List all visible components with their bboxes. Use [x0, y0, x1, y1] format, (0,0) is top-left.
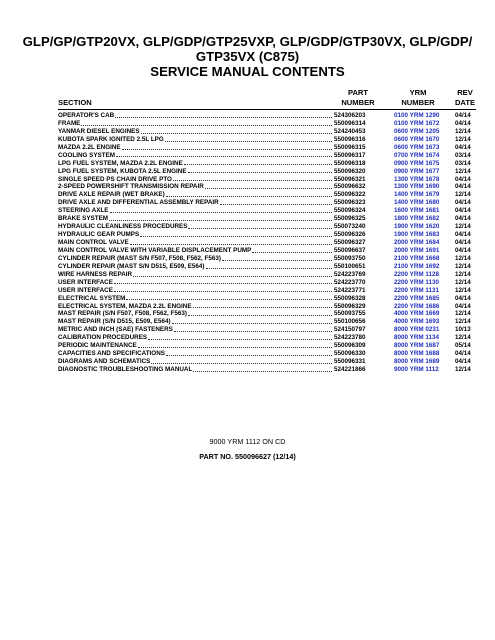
dot-leader	[188, 315, 332, 316]
revision-date: 12/14	[455, 366, 471, 373]
header-part-line2: NUMBER	[341, 98, 375, 107]
dot-leader	[173, 180, 332, 181]
header-rev-line2: DATE	[454, 98, 476, 107]
section-title: OPERATOR'S CAB	[58, 112, 115, 119]
revision-date: 04/14	[455, 294, 471, 302]
contents-row	[58, 191, 476, 199]
part-number: 524306203	[334, 112, 366, 119]
section-title: LPG FUEL SYSTEM, KUBOTA 2.5L ENGINE	[58, 167, 187, 175]
contents-row	[58, 168, 476, 176]
contents-row	[58, 183, 476, 191]
dot-leader	[130, 244, 332, 245]
contents-row	[58, 295, 476, 303]
document-title-line-2: GTP35VX (C875)	[195, 49, 300, 64]
contents-row	[58, 215, 476, 223]
section-title: MAZDA 2.2L ENGINE	[58, 143, 121, 151]
revision-date: 04/14	[455, 231, 471, 239]
revision-date: 12/14	[455, 334, 471, 342]
contents-row	[58, 303, 476, 311]
revision-date: 04/14	[455, 358, 471, 366]
section-title: USER INTERFACE	[58, 286, 113, 294]
contents-row	[58, 350, 476, 358]
yrm-number-link[interactable]: 0700 YRM 1674	[394, 151, 440, 159]
section-title: ELECTRICAL SYSTEM, MAZDA 2.2L ENGINE	[58, 302, 192, 310]
section-title: ELECTRICAL SYSTEM	[58, 294, 126, 302]
contents-row	[58, 263, 476, 271]
part-number: 524240453	[334, 127, 366, 135]
revision-date: 12/14	[455, 127, 471, 135]
yrm-number-link[interactable]: 1400 YRM 1679	[394, 191, 440, 199]
dot-leader	[193, 307, 332, 308]
contents-row	[58, 326, 476, 334]
revision-date: 12/14	[455, 223, 471, 231]
header-yrm-line2: NUMBER	[401, 98, 435, 107]
part-number: 550096324	[334, 207, 366, 215]
yrm-number-link[interactable]: 2100 YRM 1692	[394, 262, 440, 270]
revision-date: 12/14	[455, 310, 471, 318]
contents-row	[58, 144, 476, 152]
yrm-number-link[interactable]: 0100 YRM 1290	[394, 112, 440, 119]
part-number: 550096330	[334, 350, 366, 358]
revision-date: 04/14	[455, 215, 471, 223]
yrm-number-link[interactable]: 8000 YRM 0231	[394, 326, 440, 334]
revision-date: 04/14	[455, 175, 471, 183]
revision-date: 12/14	[455, 191, 471, 199]
revision-date: 05/14	[455, 342, 471, 350]
dot-leader	[220, 204, 332, 205]
contents-row	[58, 136, 476, 144]
yrm-number-link[interactable]: 1800 YRM 1682	[394, 215, 440, 223]
dot-leader	[110, 212, 332, 213]
contents-row	[58, 128, 476, 136]
revision-date: 12/14	[455, 135, 471, 143]
section-title: 2-SPEED POWERSHIFT TRANSMISSION REPAIR	[58, 183, 204, 191]
part-number: 524150797	[334, 326, 366, 334]
contents-row	[58, 207, 476, 215]
contents-row	[58, 112, 476, 120]
section-title: USER INTERFACE	[58, 278, 113, 286]
part-number: 550096329	[334, 302, 366, 310]
part-number: 550096320	[334, 167, 366, 175]
dot-leader	[141, 133, 332, 134]
yrm-number-link[interactable]: 1300 YRM 1678	[394, 175, 440, 183]
part-number: 550096632	[334, 183, 366, 191]
dot-leader	[81, 125, 332, 126]
yrm-number-link[interactable]: 8000 YRM 1688	[394, 350, 440, 358]
dot-leader	[252, 252, 332, 253]
part-number: 550096325	[334, 215, 366, 223]
yrm-number-link[interactable]: 2200 YRM 1686	[394, 302, 440, 310]
dot-leader	[193, 371, 332, 372]
yrm-number-link[interactable]: 1600 YRM 1681	[394, 207, 440, 215]
dot-leader	[166, 196, 332, 197]
section-title: SINGLE SPEED PS CHAIN DRIVE PTO	[58, 175, 172, 183]
section-title: BRAKE SYSTEM	[58, 215, 109, 223]
contents-row	[58, 239, 476, 247]
header-section: SECTION	[58, 98, 92, 107]
contents-row	[58, 318, 476, 326]
contents-row	[58, 358, 476, 366]
contents-row	[58, 160, 476, 168]
revision-date: 12/14	[455, 262, 471, 270]
header-rev-line1: REV	[457, 88, 473, 97]
section-title: DIAGRAMS AND SCHEMATICS	[58, 358, 151, 366]
dot-leader	[116, 156, 332, 157]
part-number: 550096317	[334, 151, 366, 159]
section-title: MAIN CONTROL VALVE	[58, 239, 129, 246]
yrm-number-link[interactable]: 2000 YRM 1691	[394, 246, 440, 254]
yrm-number-link[interactable]: 0600 YRM 1673	[394, 143, 440, 151]
contents-row	[58, 223, 476, 231]
yrm-number-link[interactable]: 1300 YRM 1690	[394, 183, 440, 191]
yrm-number-link[interactable]: 0600 YRM 1205	[394, 127, 440, 135]
revision-date: 03/14	[455, 151, 471, 159]
dot-leader	[174, 331, 332, 332]
contents-row	[58, 342, 476, 350]
revision-date: 04/14	[455, 239, 471, 246]
contents-row	[58, 120, 476, 128]
part-number: 524223770	[334, 278, 366, 286]
revision-date: 04/14	[455, 119, 471, 127]
revision-date: 04/14	[455, 350, 471, 358]
footer-cd-reference: 9000 YRM 1112 ON CD	[209, 437, 286, 446]
contents-row	[58, 231, 476, 239]
part-number: 550073240	[334, 223, 366, 231]
revision-date: 12/14	[455, 278, 471, 286]
yrm-number-link[interactable]: 1900 YRM 1620	[394, 223, 440, 231]
revision-date: 12/14	[455, 254, 471, 262]
yrm-number-link[interactable]: 2200 YRM 1130	[394, 278, 440, 286]
header-part-line1: PART	[347, 88, 369, 97]
revision-date: 03/14	[455, 159, 471, 167]
yrm-number-link[interactable]: 1400 YRM 1680	[394, 199, 440, 207]
yrm-number-link[interactable]: 8000 YRM 1134	[394, 334, 440, 342]
contents-row	[58, 279, 476, 287]
yrm-number-link[interactable]: 8000 YRM 1687	[394, 342, 440, 350]
contents-row	[58, 334, 476, 342]
section-title: METRIC AND INCH (SAE) FASTENERS	[58, 326, 173, 334]
dot-leader	[188, 172, 332, 173]
section-title: HYDRAULIC CLEANLINESS PROCEDURES	[58, 223, 188, 231]
part-number: 550096322	[334, 191, 366, 199]
revision-date: 12/14	[455, 318, 471, 326]
document-title-line-1: GLP/GP/GTP20VX, GLP/GDP/GTP25VXP, GLP/GDP/GTP30VX, GLP/GDP/	[22, 34, 473, 49]
dot-leader	[126, 299, 332, 300]
section-title: CYLINDER REPAIR (MAST S/N D515, E509, E564)	[58, 262, 205, 270]
section-title: CALIBRATION PROCEDURES	[58, 334, 148, 342]
section-title: PERIODIC MAINTENANCE	[58, 342, 137, 350]
part-number: 550100656	[334, 318, 366, 326]
part-number: 550096331	[334, 358, 366, 366]
section-title: DRIVE AXLE AND DIFFERENTIAL ASSEMBLY REPAIR	[58, 199, 219, 207]
dot-leader	[122, 149, 332, 150]
contents-row	[58, 176, 476, 184]
dot-leader	[148, 339, 332, 340]
contents-row	[58, 271, 476, 279]
part-number: 550093755	[334, 310, 366, 318]
dot-leader	[165, 141, 332, 142]
dot-leader	[172, 323, 332, 324]
part-number: 550096315	[334, 143, 366, 151]
dot-leader	[115, 117, 332, 118]
section-title: YANMAR DIESEL ENGINES	[58, 127, 140, 135]
dot-leader	[138, 347, 332, 348]
part-number: 550096327	[334, 239, 366, 246]
contents-row	[58, 287, 476, 295]
yrm-number-link[interactable]: 8000 YRM 1689	[394, 358, 440, 366]
revision-date: 12/14	[455, 167, 471, 175]
part-number: 550096321	[334, 175, 366, 183]
dot-leader	[133, 276, 332, 277]
part-number: 550096637	[334, 246, 366, 254]
revision-date: 04/14	[455, 143, 471, 151]
yrm-number-link[interactable]: 2200 YRM 1685	[394, 294, 440, 302]
revision-date: 12/14	[455, 286, 471, 294]
contents-row	[58, 310, 476, 318]
dot-leader	[109, 220, 332, 221]
revision-date: 04/14	[455, 183, 471, 191]
part-number: 550096328	[334, 294, 366, 302]
part-number: 524223780	[334, 334, 366, 342]
yrm-number-link[interactable]: 2000 YRM 1684	[394, 239, 440, 246]
revision-date: 04/14	[455, 207, 471, 215]
yrm-number-link[interactable]: 4000 YRM 1669	[394, 310, 440, 318]
section-title: WIRE HARNESS REPAIR	[58, 270, 133, 278]
header-yrm-line1: YRM	[409, 88, 427, 97]
yrm-number-link[interactable]: 4000 YRM 1693	[394, 318, 440, 326]
section-title: STEERING AXLE	[58, 207, 109, 215]
yrm-number-link[interactable]: 0900 YRM 1677	[394, 167, 440, 175]
part-number: 524223771	[334, 286, 366, 294]
part-number: 550093750	[334, 254, 366, 262]
part-number: 524221866	[334, 366, 366, 373]
dot-leader	[184, 164, 332, 165]
section-title: FRAME	[58, 119, 81, 127]
dot-leader	[205, 188, 332, 189]
yrm-number-link[interactable]: 1900 YRM 1683	[394, 231, 440, 239]
section-title: COOLING SYSTEM	[58, 151, 116, 159]
contents-row	[58, 199, 476, 207]
part-number: 550096318	[334, 159, 366, 167]
revision-date: 04/14	[455, 302, 471, 310]
section-title: KUBOTA SPARK IGNITED 2.5L LPG	[58, 135, 164, 143]
dot-leader	[114, 291, 332, 292]
contents-row	[58, 366, 476, 374]
yrm-number-link[interactable]: 2100 YRM 1668	[394, 254, 440, 262]
dot-leader	[206, 268, 332, 269]
footer-part-number: PART NO. 550096627 (12/14)	[199, 452, 296, 461]
contents-row	[58, 247, 476, 255]
yrm-number-link[interactable]: 9000 YRM 1112	[394, 366, 439, 373]
yrm-number-link[interactable]: 2200 YRM 1131	[394, 286, 440, 294]
section-title: MAST REPAIR (S/N D515, E509, E564)	[58, 318, 171, 326]
revision-date: 12/14	[455, 270, 471, 278]
header-divider	[58, 109, 476, 110]
yrm-number-link[interactable]: 2200 YRM 1128	[394, 270, 440, 278]
section-title: DRIVE AXLE REPAIR (WET BRAKE)	[58, 191, 165, 199]
contents-table	[58, 112, 476, 374]
part-number: 550096326	[334, 231, 366, 239]
dot-leader	[151, 363, 332, 364]
section-title: LPG FUEL SYSTEM, MAZDA 2.2L ENGINE	[58, 159, 183, 167]
dot-leader	[222, 260, 332, 261]
section-title: CYLINDER REPAIR (MAST S/N F507, F508, F562, F563)	[58, 254, 221, 262]
section-title: HYDRAULIC GEAR PUMPS	[58, 231, 140, 239]
dot-leader	[166, 355, 332, 356]
contents-row	[58, 152, 476, 160]
section-title: CAPACITIES AND SPECIFICATIONS	[58, 350, 165, 358]
part-number: 550100651	[334, 262, 366, 270]
contents-row	[58, 255, 476, 263]
part-number: 550096314	[334, 119, 366, 127]
part-number: 550096323	[334, 199, 366, 207]
part-number: 550096309	[334, 342, 366, 350]
dot-leader	[188, 228, 332, 229]
revision-date: 04/14	[455, 246, 471, 254]
yrm-number-link[interactable]: 0100 YRM 1672	[394, 119, 440, 127]
section-title: DIAGNOSTIC TROUBLESHOOTING MANUAL	[58, 366, 193, 373]
part-number: 550096316	[334, 135, 366, 143]
dot-leader	[114, 283, 332, 284]
yrm-number-link[interactable]: 0900 YRM 1675	[394, 159, 440, 167]
section-title: MAIN CONTROL VALVE WITH VARIABLE DISPLACEMENT PUMP	[58, 246, 252, 254]
revision-date: 10/13	[455, 326, 471, 334]
dot-leader	[140, 236, 332, 237]
revision-date: 04/14	[455, 112, 471, 119]
document-title-line-3: SERVICE MANUAL CONTENTS	[150, 64, 345, 79]
part-number: 524223769	[334, 270, 366, 278]
revision-date: 04/14	[455, 199, 471, 207]
section-title: MAST REPAIR (S/N F507, F508, F562, F563)	[58, 310, 188, 318]
yrm-number-link[interactable]: 0600 YRM 1670	[394, 135, 440, 143]
